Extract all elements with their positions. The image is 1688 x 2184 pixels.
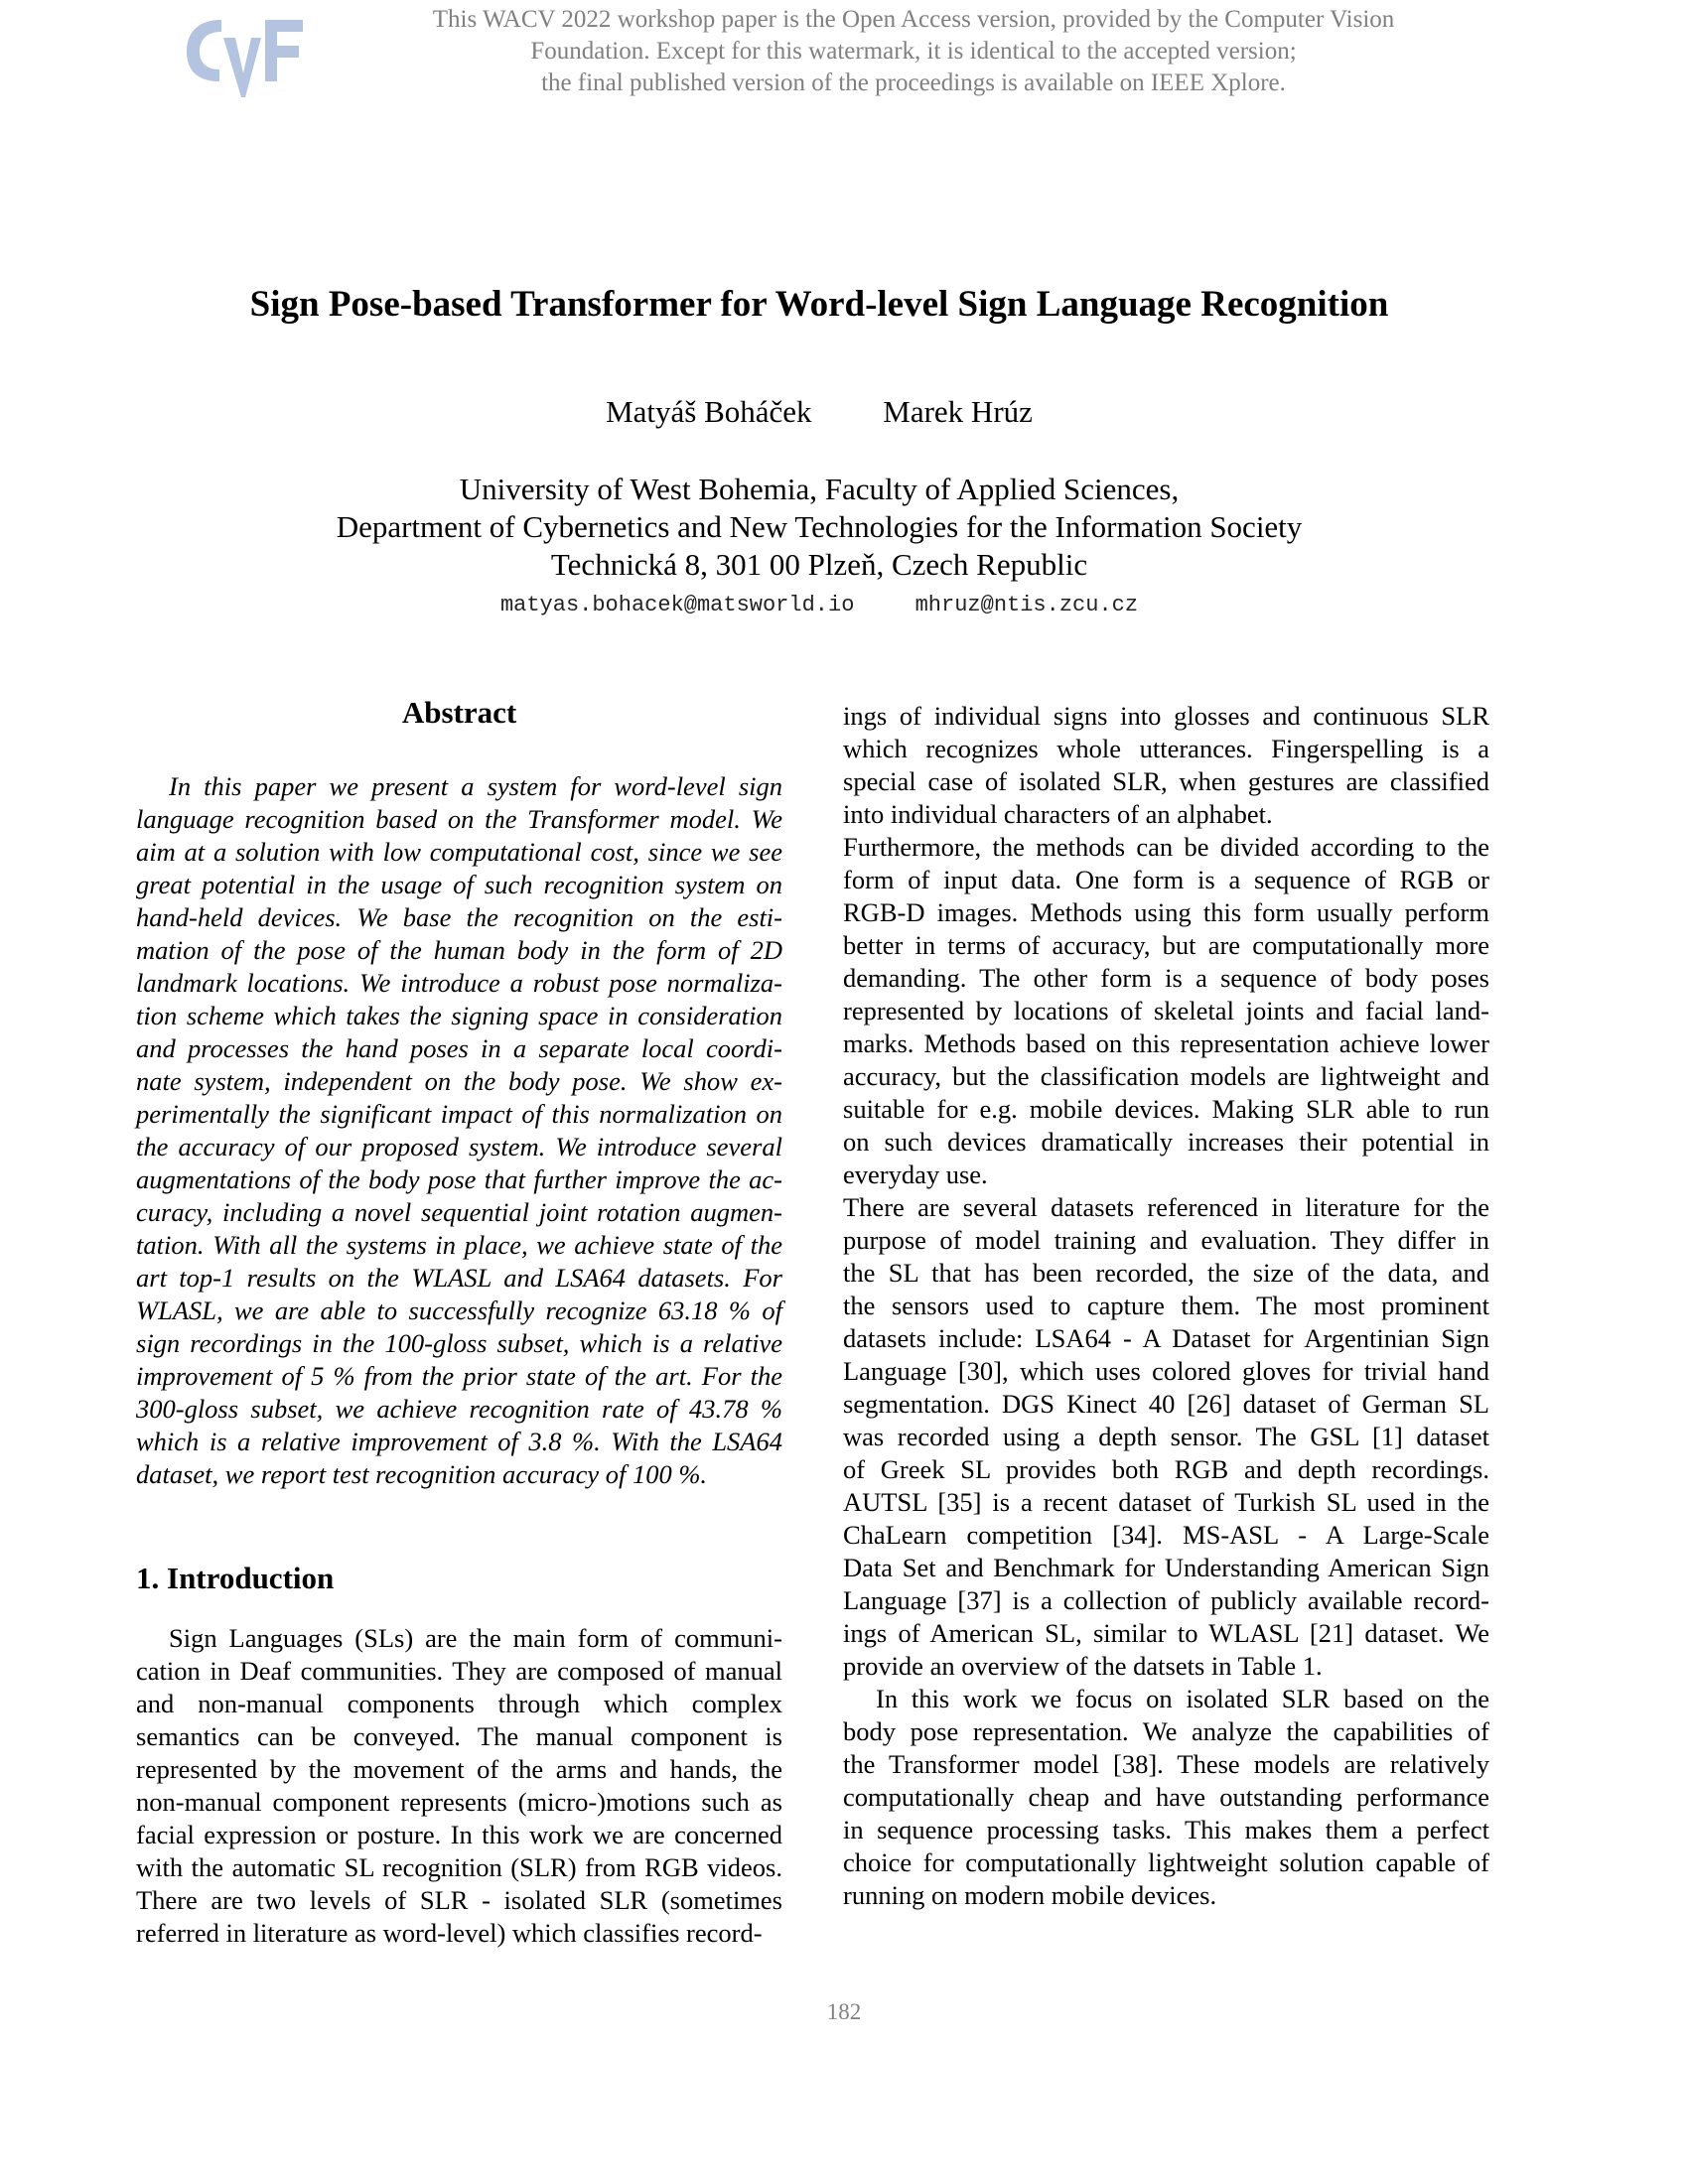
author-name: Marek Hrúz xyxy=(883,394,1033,429)
text-line: provide an overview of the datsets in Table 1. xyxy=(843,1651,1323,1681)
paragraph xyxy=(843,831,1489,1191)
author-list xyxy=(0,394,1638,430)
text-line: choice for computationally lightweight solution capable of xyxy=(843,1847,1489,1877)
text-line: of Greek SL provides both RGB and depth recordings. xyxy=(843,1454,1489,1484)
text-line: computationally cheap and have outstanding performance xyxy=(843,1782,1489,1812)
author-emails xyxy=(0,593,1638,617)
text-line: datasets include: LSA64 - A Dataset for Argentinian Sign xyxy=(843,1323,1489,1353)
text-line: curacy, including a novel sequential joint rotation augmen- xyxy=(136,1197,782,1227)
text-line: with the automatic SL recognition (SLR) from RGB videos. xyxy=(136,1852,782,1882)
text-line: In this work we focus on isolated SLR based on the xyxy=(876,1684,1489,1713)
text-line: mation of the pose of the human body in the form of 2D xyxy=(136,935,782,965)
text-line: better in terms of accuracy, but are computationally more xyxy=(843,930,1489,960)
text-line: ings of individual signs into glosses and continuous SLR xyxy=(843,701,1489,731)
text-line: was recorded using a depth sensor. The GSL [1] dataset xyxy=(843,1422,1489,1451)
abstract-heading: Abstract xyxy=(401,695,517,730)
right-column-body xyxy=(843,700,1489,1912)
affiliation-line: University of West Bohemia, Faculty of Applied Sciences, xyxy=(459,472,1180,506)
text-line: into individual characters of an alphabet. xyxy=(843,799,1273,829)
text-line: Language [30], which uses colored gloves for trivial hand xyxy=(843,1356,1489,1386)
paper-title: Sign Pose-based Transformer for Word-level Sign Language Recognition xyxy=(249,284,1389,325)
paragraph xyxy=(843,1191,1489,1683)
text-line: Sign Languages (SLs) are the main form of communi- xyxy=(169,1623,782,1653)
text-line: landmark locations. We introduce a robust pose normaliza- xyxy=(136,968,782,998)
text-line: on such devices dramatically increases their potential in xyxy=(843,1127,1489,1157)
text-line: marks. Methods based on this representation achieve lower xyxy=(843,1028,1489,1058)
text-line: the SL that has been recorded, the size of the data, and xyxy=(843,1258,1489,1288)
text-line: the Transformer model [38]. These models are relatively xyxy=(843,1749,1489,1779)
text-line: the sensors used to capture them. The most prominent xyxy=(843,1291,1489,1320)
text-line: perimentally the significant impact of this normalization on xyxy=(136,1099,782,1129)
text-line: cation in Deaf communities. They are composed of manual xyxy=(136,1656,782,1686)
text-line: everyday use. xyxy=(843,1160,988,1189)
cvf-logo xyxy=(182,12,306,99)
text-line: Language [37] is a collection of publicly available record- xyxy=(843,1585,1489,1615)
text-line: Data Set and Benchmark for Understanding American Sign xyxy=(843,1553,1489,1582)
text-line: body pose representation. We analyze the capabilities of xyxy=(843,1716,1489,1746)
text-line: semantics can be conveyed. The manual component is xyxy=(136,1721,782,1751)
text-line: augmentations of the body pose that further improve the ac- xyxy=(136,1164,782,1194)
watermark-line: Foundation. Except for this watermark, it is identical to the accepted version; xyxy=(530,38,1297,65)
text-line: purpose of model training and evaluation. They differ in xyxy=(843,1225,1489,1255)
paragraph xyxy=(843,700,1489,831)
text-line: non-manual component represents (micro-)motions such as xyxy=(136,1787,782,1817)
affiliation-line: Department of Cybernetics and New Technologies for the Information Society xyxy=(336,509,1303,544)
text-line: and processes the hand poses in a separate local coordi- xyxy=(136,1033,782,1063)
text-line: segmentation. DGS Kinect 40 [26] dataset of German SL xyxy=(843,1389,1489,1419)
author-email: mhruz@ntis.zcu.cz xyxy=(914,593,1139,617)
text-line: great potential in the usage of such recognition system on xyxy=(136,870,782,899)
text-line: There are several datasets referenced in literature for the xyxy=(843,1192,1489,1222)
text-line: demanding. The other form is a sequence of body poses xyxy=(843,963,1489,993)
introduction-heading: 1. Introduction xyxy=(136,1561,335,1595)
text-line: 300-gloss subset, we achieve recognition rate of 43.78 % xyxy=(136,1394,782,1424)
text-line: Furthermore, the methods can be divided according to the xyxy=(843,832,1489,862)
text-line: accuracy, but the classification models are lightweight and xyxy=(843,1061,1489,1091)
text-line: WLASL, we are able to successfully recognize 63.18 % of xyxy=(136,1296,782,1325)
text-line: facial expression or posture. In this work we are concerned xyxy=(136,1820,782,1849)
text-line: which is a relative improvement of 3.8 %. With the LSA64 xyxy=(136,1427,782,1456)
text-line: nate system, independent on the body pose. We show ex- xyxy=(136,1066,782,1096)
text-line: art top-1 results on the WLASL and LSA64 datasets. For xyxy=(136,1263,782,1293)
text-line: referred in literature as word-level) which classifies record- xyxy=(136,1918,763,1948)
author-email: matyas.bohacek@matsworld.io xyxy=(499,593,855,617)
text-line: in sequence processing tasks. This makes them a perfect xyxy=(843,1815,1489,1844)
text-line: tation. With all the systems in place, we achieve state of the xyxy=(136,1230,782,1260)
author-name: Matyáš Boháček xyxy=(606,394,812,429)
text-line: special case of isolated SLR, when gestures are classified xyxy=(843,766,1489,796)
affiliation xyxy=(0,471,1638,584)
text-line: language recognition based on the Transformer model. We xyxy=(136,804,782,834)
text-line: represented by locations of skeletal joints and facial land- xyxy=(843,996,1489,1025)
text-line: hand-held devices. We base the recognition on the esti- xyxy=(136,902,782,932)
introduction-body xyxy=(136,1622,782,1950)
text-line: form of input data. One form is a sequence of RGB or xyxy=(843,865,1489,894)
text-line: which recognizes whole utterances. Fingerspelling is a xyxy=(843,734,1489,763)
text-line: There are two levels of SLR - isolated SLR (sometimes xyxy=(136,1885,782,1915)
text-line: ChaLearn competition [34]. MS-ASL - A Large-Scale xyxy=(843,1520,1489,1550)
page-number: 182 xyxy=(826,1999,862,2024)
text-line: aim at a solution with low computational cost, since we see xyxy=(136,837,782,867)
watermark-line: the final published version of the proceedings is available on IEEE Xplore. xyxy=(541,69,1286,96)
abstract-body xyxy=(136,770,782,1491)
text-line: sign recordings in the 100-gloss subset, which is a relative xyxy=(136,1328,782,1358)
text-line: running on modern mobile devices. xyxy=(843,1880,1217,1910)
text-line: represented by the movement of the arms and hands, the xyxy=(136,1754,782,1784)
text-line: the accuracy of our proposed system. We introduce several xyxy=(136,1132,782,1161)
text-line: suitable for e.g. mobile devices. Making SLR able to run xyxy=(843,1094,1489,1124)
open-access-watermark xyxy=(417,4,1410,99)
affiliation-line: Technická 8, 301 00 Plzeň, Czech Republic xyxy=(550,547,1088,582)
text-line: dataset, we report test recognition accuracy of 100 %. xyxy=(136,1459,708,1489)
text-line: improvement of 5 % from the prior state of the art. For the xyxy=(136,1361,782,1391)
text-line: In this paper we present a system for word-level sign xyxy=(169,771,782,801)
text-line: ings of American SL, similar to WLASL [21] dataset. We xyxy=(843,1618,1489,1648)
text-line: RGB-D images. Methods using this form usually perform xyxy=(843,897,1489,927)
text-line: and non-manual components through which complex xyxy=(136,1689,782,1718)
watermark-line: This WACV 2022 workshop paper is the Open Access version, provided by the Computer Vision xyxy=(432,6,1395,33)
paragraph xyxy=(843,1683,1489,1912)
text-line: tion scheme which takes the signing space in consideration xyxy=(136,1001,782,1030)
text-line: AUTSL [35] is a recent dataset of Turkish SL used in the xyxy=(843,1487,1489,1517)
